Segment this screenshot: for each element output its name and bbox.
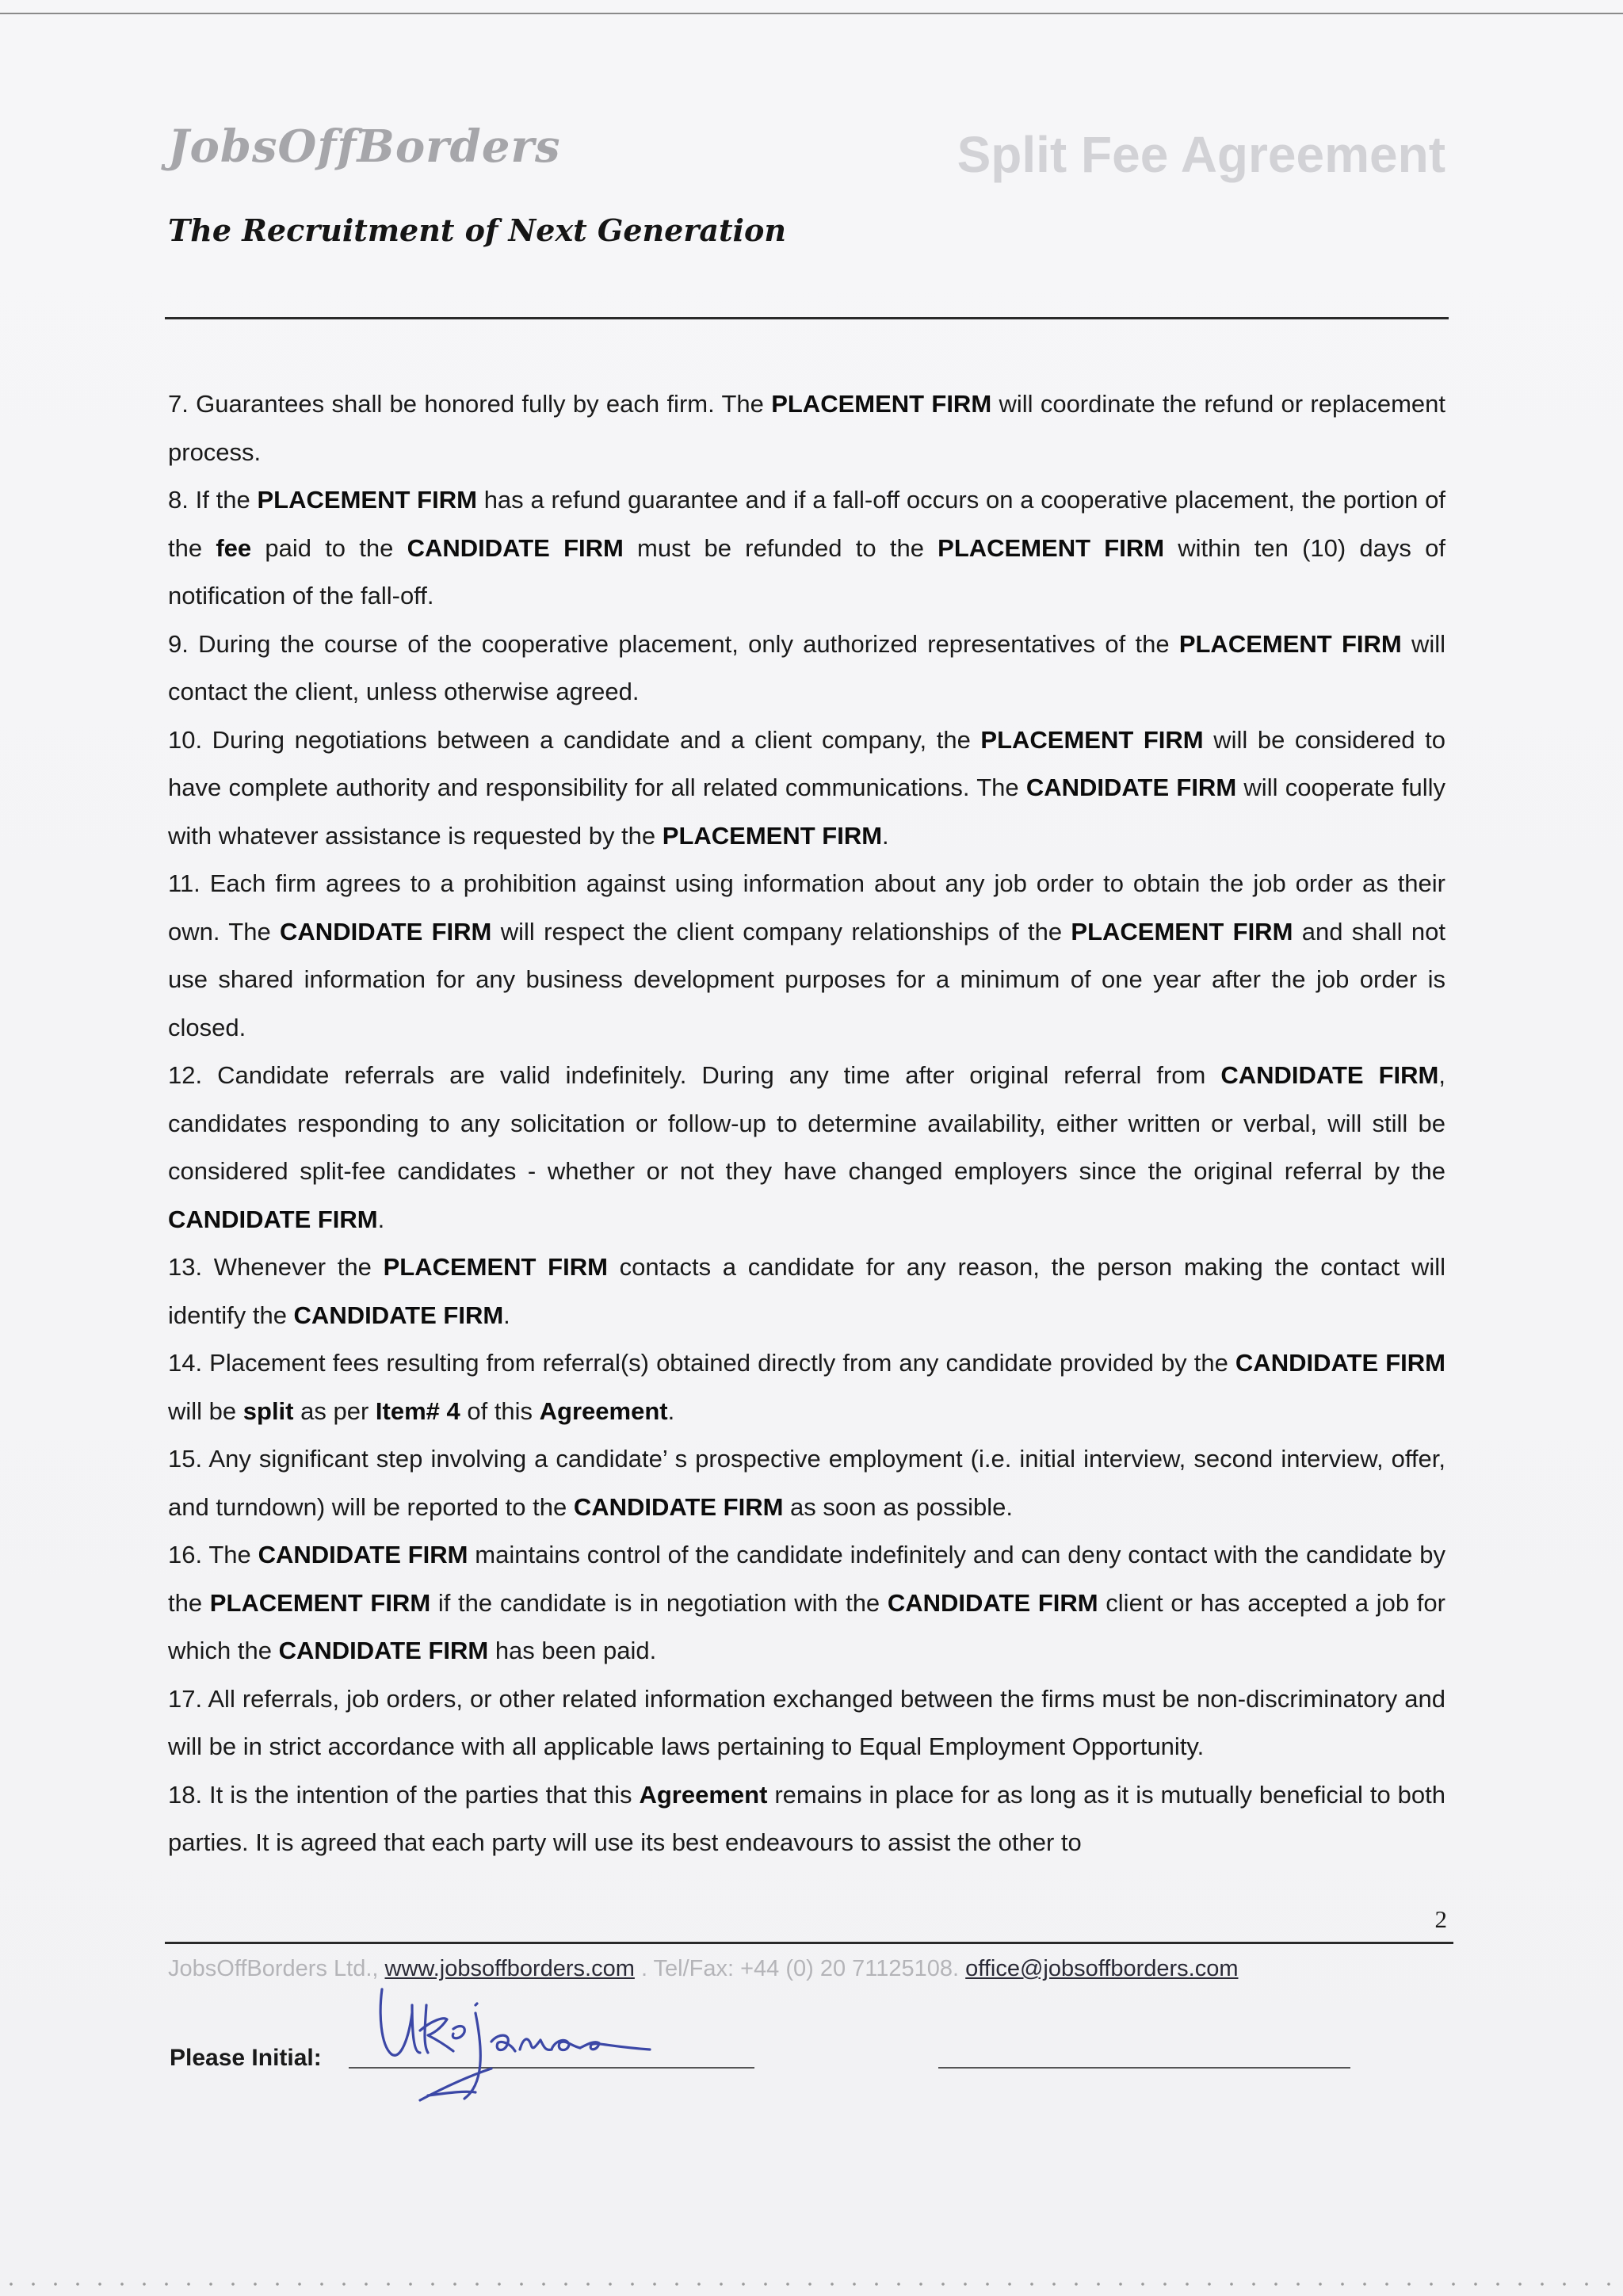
clause-emphasis: CANDIDATE FIRM (258, 1541, 468, 1568)
clause-text: must be refunded to the (623, 533, 938, 562)
clause-text: paid to the (251, 533, 407, 562)
clause-text: 17. All referrals, job orders, or other related information exchanged between the firms must be non-discriminatory and will be in strict accordance with all applicable laws pertaining to Equal Employment Opportunity. (168, 1684, 1445, 1760)
clause-text: has been paid. (488, 1637, 657, 1664)
clause-emphasis: Item# 4 (375, 1396, 460, 1425)
footer-email-link[interactable]: office@jobsoffborders.com (965, 1956, 1239, 1981)
clause-paragraph (168, 716, 1445, 861)
clause-emphasis: Agreement (539, 1396, 668, 1425)
clause-text: will be (168, 1396, 243, 1425)
clause-text: 8. If the (168, 486, 258, 514)
clause-emphasis: CANDIDATE FIRM (1025, 774, 1237, 801)
clause-text: of this (460, 1396, 540, 1425)
clause-text: 10. During negotiations between a candidate and a client company, the (168, 725, 981, 754)
initial-label: Please Initial: (170, 2045, 322, 2071)
clause-emphasis: PLACEMENT FIRM (662, 821, 883, 850)
clause-text: as per (293, 1396, 376, 1425)
clause-emphasis: split (242, 1396, 294, 1425)
clause-emphasis: CANDIDATE FIRM (407, 533, 624, 562)
clause-emphasis: PLACEMENT FIRM (938, 533, 1165, 562)
clause-text: , candidates responding to any solicitation or follow-up to determine availability, either written or verbal, will still be considered split-fee candidates - whether or not they have changed employers since the original referral by the (168, 1061, 1445, 1185)
clause-text: will coordinate the refund or replacement process. (168, 390, 1445, 466)
clause-text: 12. Candidate referrals are valid indefinitely. During any time after original referral from (168, 1061, 1221, 1089)
clause-paragraph (168, 860, 1445, 1052)
brand-tagline: The Recruitment of Next Generation (168, 212, 786, 248)
clause-text: will be considered to have complete authority and responsibility for all related communications. The (168, 725, 1445, 801)
clause-paragraph (168, 476, 1445, 621)
clause-paragraph (168, 380, 1445, 476)
clause-text: remains in place for as long as it is mutually beneficial to both parties. It is agreed that each party will use its best endeavours to assist the other to (168, 1780, 1445, 1856)
clause-text: and shall not use shared information for any business development purposes for a minimum of one year after the job order is closed. (168, 917, 1445, 1041)
clause-emphasis: PLACEMENT FIRM (1178, 629, 1402, 658)
page-number: 2 (1434, 1905, 1447, 1933)
clause-emphasis: CANDIDATE FIRM (168, 1205, 378, 1233)
clause-text: 13. Whenever the (168, 1253, 384, 1281)
clause-text: . (882, 821, 889, 850)
handwritten-signature (365, 1958, 697, 2132)
clause-paragraph (168, 1771, 1445, 1867)
clause-paragraph (168, 621, 1445, 716)
clause-text: will cooperate fully with whatever assistance is requested by the (168, 774, 1446, 850)
clause-text: has a refund guarantee and if a fall-off occurs on a cooperative placement, the portion of the (168, 486, 1445, 562)
footer-contact (168, 1956, 1239, 1982)
clause-emphasis: PLACEMENT FIRM (771, 390, 992, 418)
clause-text: 16. The (168, 1541, 258, 1568)
clause-emphasis: fee (216, 533, 252, 562)
clause-paragraph (168, 1052, 1445, 1244)
clause-text: within ten (10) days of notification of the fall-off. (168, 533, 1445, 609)
clause-emphasis: PLACEMENT FIRM (383, 1253, 608, 1281)
clause-text: client or has accepted a job for which the (168, 1588, 1445, 1664)
clause-text: 11. Each firm agrees to a prohibition against using information about any job order to obtain the job order as their own. The (168, 869, 1445, 946)
clause-paragraph (168, 1339, 1445, 1435)
footer-divider (165, 1942, 1453, 1944)
clause-emphasis: CANDIDATE FIRM (280, 917, 492, 946)
brand-logo: JobsOffBorders (168, 120, 561, 173)
clause-text: maintains control of the candidate indefinitely and can deny contact with the candidate by the (168, 1541, 1445, 1617)
clause-text: 9. During the course of the cooperative placement, only authorized representatives of the (168, 629, 1179, 658)
clause-text: 15. Any significant step involving a candidate’ s prospective employment (i.e. initial interview, second interview, offer, and turndown) will be reported to the (168, 1445, 1445, 1521)
clause-emphasis: PLACEMENT FIRM (1071, 917, 1293, 946)
clause-emphasis: CANDIDATE FIRM (573, 1492, 784, 1521)
clause-text: 7. Guarantees shall be honored fully by each firm. The (168, 390, 772, 418)
clause-text: . (503, 1301, 510, 1329)
clause-text: . (377, 1205, 385, 1233)
clause-emphasis: PLACEMENT FIRM (209, 1588, 431, 1617)
clause-text: 18. It is the intention of the parties that this (168, 1780, 640, 1809)
clause-paragraph (168, 1531, 1445, 1675)
document-title: Split Fee Agreement (957, 126, 1445, 183)
clause-text: will respect the client company relationships of the (491, 917, 1071, 946)
footer-website-link[interactable]: www.jobsoffborders.com (384, 1956, 635, 1981)
clause-text: . (667, 1396, 675, 1425)
clause-emphasis: CANDIDATE FIRM (278, 1637, 489, 1664)
initial-line-right (938, 2067, 1350, 2069)
clause-text: 14. Placement fees resulting from referral(s) obtained directly from any candidate provided by the (168, 1349, 1235, 1377)
footer-telfax: . Tel/Fax: +44 (0) 20 71125108. (640, 1956, 960, 1981)
clause-text: will contact the client, unless otherwise agreed. (168, 629, 1445, 705)
clause-emphasis: Agreement (639, 1780, 768, 1809)
clause-emphasis: CANDIDATE FIRM (1220, 1061, 1439, 1089)
clause-text: contacts a candidate for any reason, the person making the contact will identify the (168, 1253, 1445, 1329)
footer-company: JobsOffBorders Ltd., (168, 1956, 379, 1981)
clause-emphasis: CANDIDATE FIRM (887, 1588, 1098, 1617)
clause-paragraph (168, 1675, 1445, 1771)
clause-emphasis: PLACEMENT FIRM (257, 486, 477, 514)
scan-edge-dots (0, 2283, 1623, 2286)
clause-text: if the candidate is in negotiation with the (430, 1588, 888, 1617)
clause-emphasis: PLACEMENT FIRM (980, 725, 1204, 754)
clause-paragraph (168, 1435, 1445, 1531)
clause-emphasis: CANDIDATE FIRM (293, 1301, 504, 1329)
clause-text: as soon as possible. (783, 1492, 1013, 1521)
agreement-clauses (168, 380, 1445, 1867)
scan-edge-line (0, 13, 1623, 14)
clause-emphasis: CANDIDATE FIRM (1235, 1349, 1445, 1377)
header-divider (165, 317, 1449, 319)
clause-paragraph (168, 1244, 1445, 1339)
